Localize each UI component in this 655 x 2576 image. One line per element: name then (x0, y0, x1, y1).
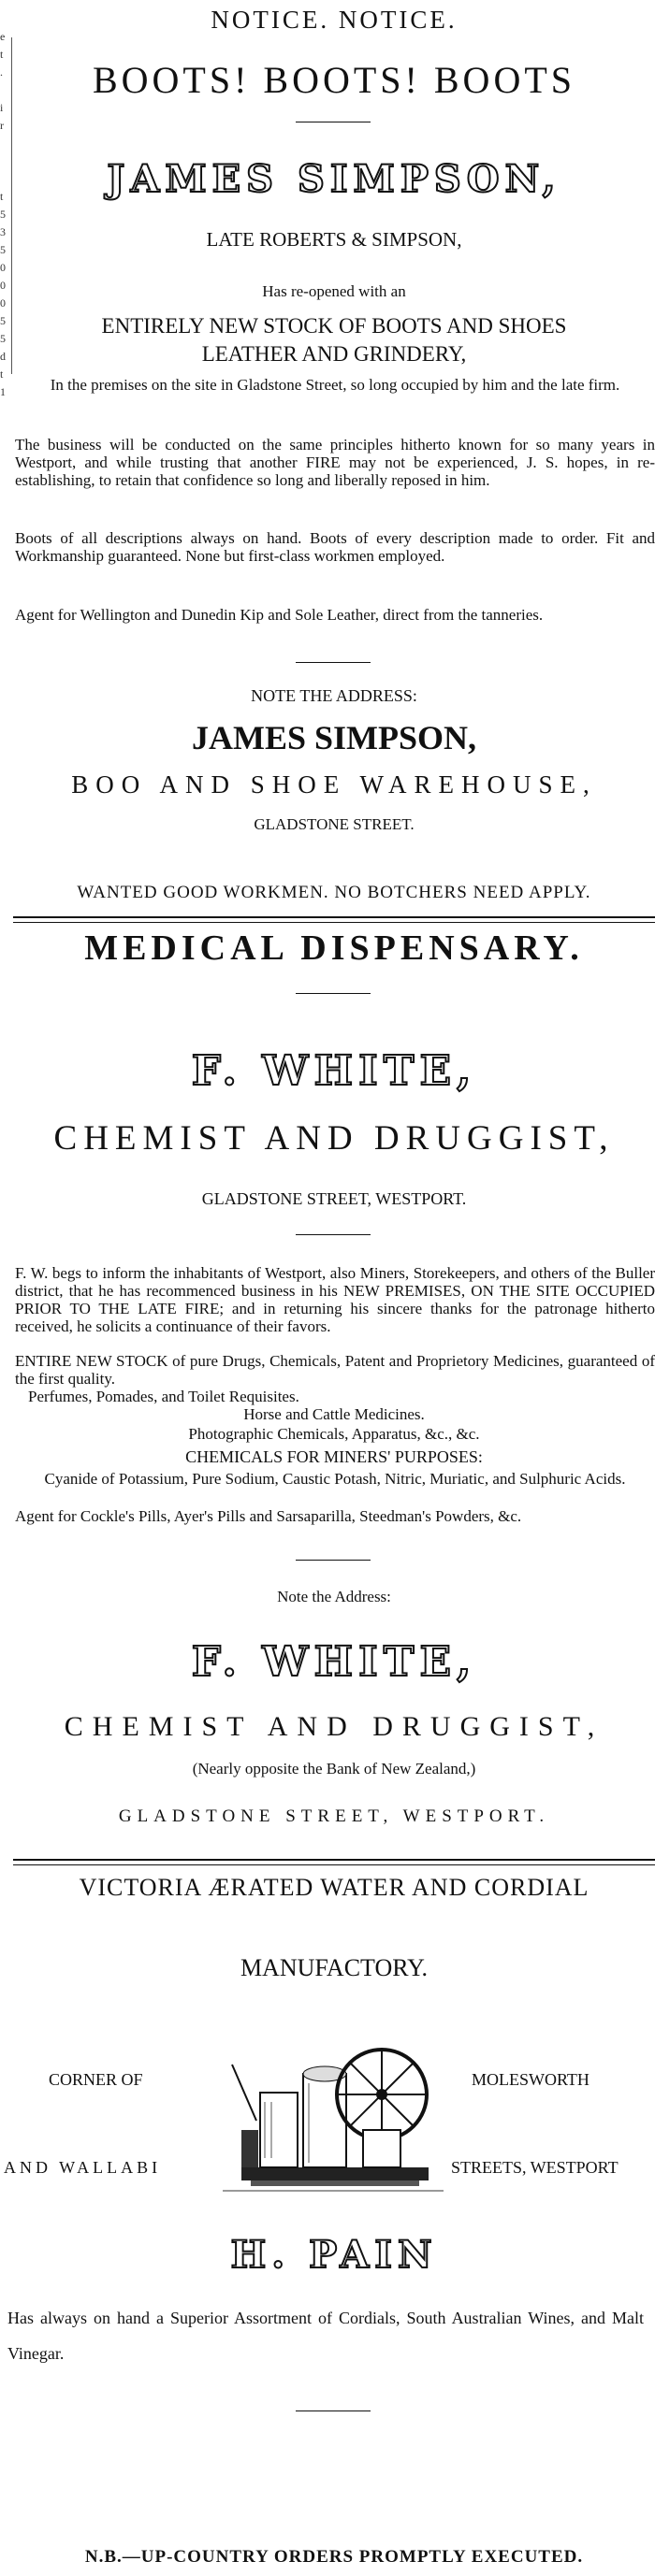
corner-right: MOLESWORTH (472, 2070, 590, 2089)
boots-heading: BOOTS! BOOTS! BOOTS (92, 59, 576, 101)
section-divider (13, 916, 655, 923)
edge-fragment (0, 152, 13, 170)
notice-heading: NOTICE. NOTICE. (211, 6, 458, 34)
edge-fragment: r (0, 119, 4, 132)
late-firm: LATE ROBERTS & SIMPSON, (206, 228, 462, 251)
simpson-name-ornate: JAMES SIMPSON, (107, 157, 561, 201)
chemicals-list: Cyanide of Potassium, Pure Sodium, Caustic Potash, Nitric, Muriatic, and Sulphuric Acids. (44, 1470, 626, 1488)
edge-fragment (0, 170, 13, 188)
note-address: Note the Address: (277, 1588, 391, 1605)
descriptions-paragraph: Boots of all descriptions always on hand. Boots of every description made to order. Fit and Workmanship guaranteed. None but first-class workmen employed. (15, 529, 655, 565)
edge-fragment: e (0, 30, 6, 43)
dispensary-heading: MEDICAL DISPENSARY. (84, 928, 584, 968)
divider (296, 1234, 371, 1235)
wanted-line: WANTED GOOD WORKMEN. NO BOTCHERS NEED APPLY. (77, 883, 591, 902)
edge-fragment: 5 (0, 208, 6, 221)
horse-line: Horse and Cattle Medicines. (243, 1405, 425, 1423)
edge-fragment (0, 81, 13, 99)
edge-fragment: 5 (0, 243, 6, 256)
white-name-ornate-2: F. WHITE, (191, 1638, 477, 1686)
stock-line-2: LEATHER AND GRINDERY, (201, 342, 467, 366)
edge-fragment: 3 (0, 225, 6, 238)
simpson-name: JAMES SIMPSON, (191, 719, 477, 756)
edge-fragment: 0 (0, 296, 6, 309)
agent-line: Agent for Cockle's Pills, Ayer's Pills and Sarsaparilla, Steedman's Powders, &c. (15, 1507, 522, 1525)
edge-fragment: 5 (0, 332, 6, 345)
edge-fragment: t (0, 367, 4, 381)
edge-fragment: d (0, 350, 6, 363)
edge-fragment: i (0, 101, 4, 114)
pain-name-ornate: H. PAIN (230, 2233, 438, 2277)
divider (296, 662, 371, 663)
chemicals-heading: CHEMICALS FOR MINERS' PURPOSES: (185, 1447, 483, 1466)
agent-paragraph: Agent for Wellington and Dunedin Kip and Sole Leather, direct from the tanneries. (15, 606, 544, 624)
stock-line-1: ENTIRELY NEW STOCK OF BOOTS AND SHOES (101, 314, 567, 338)
edge-fragment: . (0, 65, 3, 79)
opposite-line: (Nearly opposite the Bank of New Zealand,) (192, 1760, 476, 1777)
note-address: NOTE THE ADDRESS: (251, 686, 417, 705)
and-left: AND WALLABI (4, 2158, 162, 2177)
warehouse-line: BOO AND SHOE WAREHOUSE, (71, 770, 597, 799)
corner-left: CORNER OF (49, 2070, 143, 2089)
edge-fragment: 5 (0, 314, 6, 327)
intro-paragraph: F. W. begs to inform the inhabitants of Westport, also Miners, Storekeepers, and others of the Buller district, that he has recommenced business in his NEW PREMISES, ON THE SITE OCCUPIED PRIOR TO THE LATE FIRE; and in returning his sincere thanks for the patronage hitherto received, he solicits a continuance of their favors. (15, 1264, 655, 1335)
edge-fragment: t (0, 190, 4, 203)
business-paragraph: The business will be conducted on the same principles hitherto known for so many years in Westport, and while trusting that another FIRE may not be experienced, J. S. hopes, in re-establishing, to retain that confidence so long and liberally reposed in him. (15, 436, 655, 489)
edge-fragment: 0 (0, 261, 6, 274)
victoria-heading: VICTORIA ÆRATED WATER AND CORDIAL (79, 1874, 590, 1901)
trade-line-2: CHEMIST AND DRUGGIST, (64, 1711, 604, 1742)
edge-fragment: 1 (0, 385, 6, 398)
section-divider (13, 1859, 655, 1865)
edge-fragment: 0 (0, 279, 6, 292)
address-line: GLADSTONE STREET, WESTPORT. (201, 1189, 467, 1208)
nb-line: N.B.—UP-COUNTRY ORDERS PROMPTLY EXECUTED. (84, 2547, 584, 2567)
manufactory-heading: MANUFACTORY. (240, 1954, 429, 1981)
adjacent-column-fragment (0, 28, 13, 401)
edge-fragment: t (0, 48, 4, 61)
and-right: STREETS, WESTPORT (451, 2158, 619, 2177)
reopened-line: Has re-opened with an (262, 282, 406, 300)
street-line: GLADSTONE STREET. (254, 815, 415, 833)
white-name-ornate: F. WHITE, (191, 1047, 477, 1095)
perfumes-line: Perfumes, Pomades, and Toilet Requisites. (28, 1388, 299, 1405)
machinery-illustration (223, 2027, 444, 2205)
pain-stock-paragraph: Has always on hand a Superior Assortment of Cordials, South Australian Wines, and Malt Vinegar. (7, 2309, 644, 2363)
premises-paragraph: In the premises on the site in Gladstone Street, so long occupied by him and the late firm. (50, 376, 620, 394)
stock-paragraph: ENTIRE NEW STOCK of pure Drugs, Chemicals, Patent and Proprietory Medicines, guaranteed of the first quality. (15, 1352, 655, 1388)
edge-fragment (0, 135, 13, 152)
address-line-2: GLADSTONE STREET, WESTPORT. (118, 1806, 550, 1826)
divider (296, 1560, 371, 1561)
divider (296, 993, 371, 994)
trade-line: CHEMIST AND DRUGGIST, (53, 1119, 615, 1158)
photo-line: Photographic Chemicals, Apparatus, &c., &c. (188, 1425, 480, 1443)
